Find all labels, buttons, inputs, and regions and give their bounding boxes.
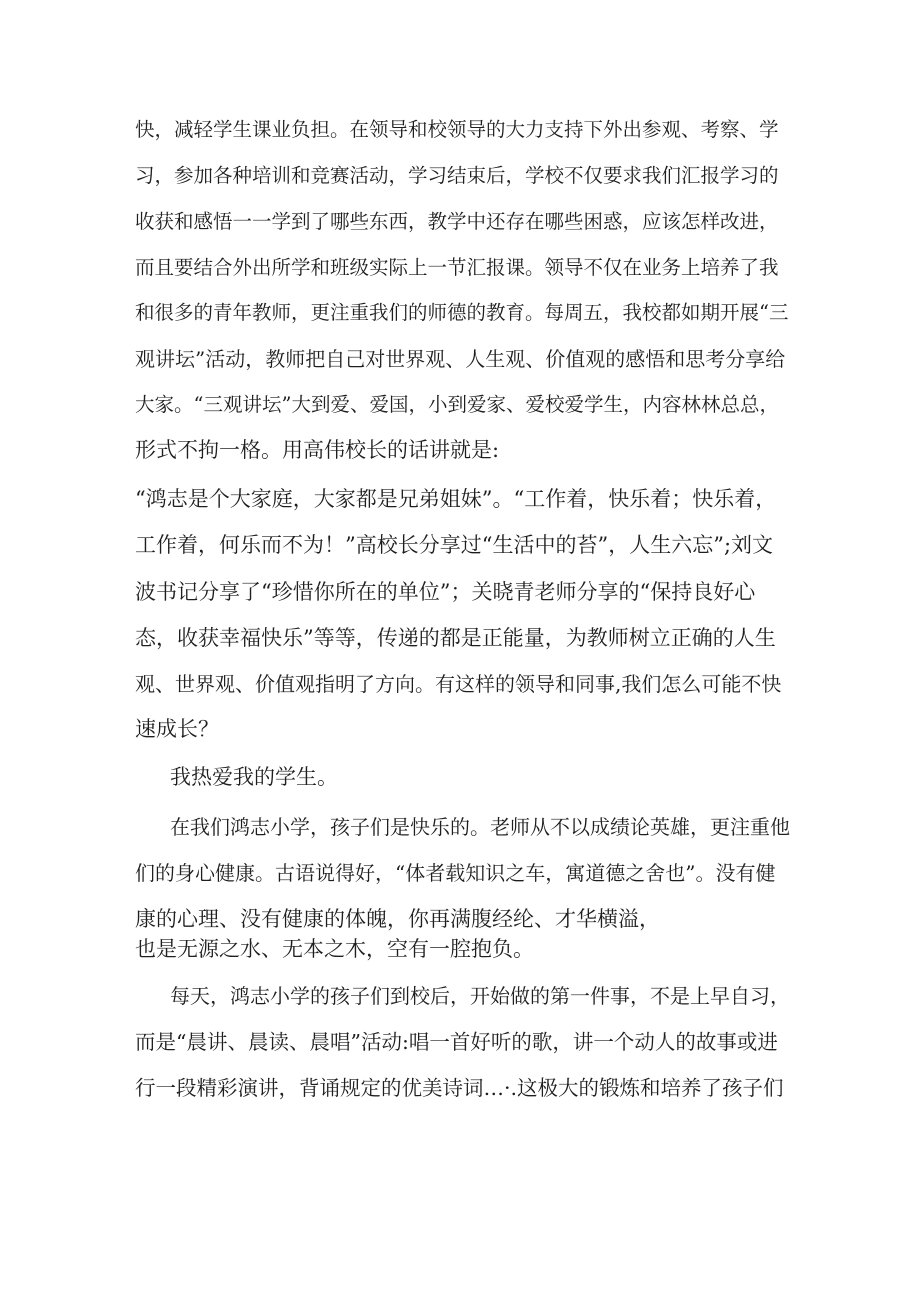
text-line: 快，减轻学生课业负担。在领导和校领导的大力支持下外出参观、考察、学 (135, 118, 779, 141)
paragraph-heading: 我热爱我的学生。 (170, 765, 338, 789)
text-line: 波书记分享了“珍惜你所在的单位”；关晓青老师分享的“保持良好心 (135, 580, 756, 604)
text-line: “鸿志是个大家庭，大家都是兄弟姐妹”。“工作着，快乐着；快乐着， (135, 487, 777, 511)
text-line: 习，参加各种培训和竞赛活动，学习结束后，学校不仅要求我们汇报学习的 (135, 164, 779, 187)
text-line: 而且要结合外出所学和班级实际上一节汇报课。领导不仅在业务上培养了我 (135, 256, 779, 279)
text-line: 大家。“三观讲坛”大到爱、爱国，小到爱家、爱校爱学生，内容林林总总， (135, 393, 779, 416)
text-line: 而是“晨讲、晨读、晨唱”活动:唱一首好听的歌，讲一个动人的故事或进 (135, 1030, 778, 1054)
text-line: 形式不拘一格。用高伟校长的话讲就是: (135, 438, 500, 462)
text-line: 观讲坛”活动，教师把自己对世界观、人生观、价值观的感悟和思考分享给 (135, 347, 786, 371)
text-line: 康的心理、没有健康的体魄，你再满腹经纶、才华横溢， (135, 907, 660, 931)
text-line: 在我们鸿志小学，孩子们是快乐的。老师从不以成绩论英雄，更注重他 (170, 815, 790, 839)
text-line: 行一段精彩演讲，背诵规定的优美诗词…·.这极大的锻炼和培养了孩子们 (135, 1076, 784, 1100)
text-line: 观、世界观、价值观指明了方向。有这样的领导和同事,我们怎么可能不快 (135, 672, 782, 696)
text-line: 也是无源之水、无本之木，空有一腔抱负。 (135, 937, 534, 961)
text-line: 工作着，何乐而不为！”高校长分享过“生活中的苔”，人生六忘”;刘文 (135, 533, 774, 557)
text-line: 每天，鸿志小学的孩子们到校后，开始做的第一件事，不是上早自习， (170, 984, 790, 1008)
text-line: 速成长？ (135, 717, 219, 741)
text-line: 收获和感悟一一学到了哪些东西，教学中还存在哪些困惑，应该怎样改进， (135, 210, 779, 233)
text-line: 和很多的青年教师，更注重我们的师德的教育。每周五，我校都如期开展“三 (135, 301, 789, 324)
text-line: 们的身心健康。古语说得好，“体者载知识之车，寓道德之舍也”。没有健 (135, 861, 776, 885)
text-line: 态，收获幸福快乐”等等，传递的都是正能量，为教师树立正确的人生 (135, 626, 776, 650)
